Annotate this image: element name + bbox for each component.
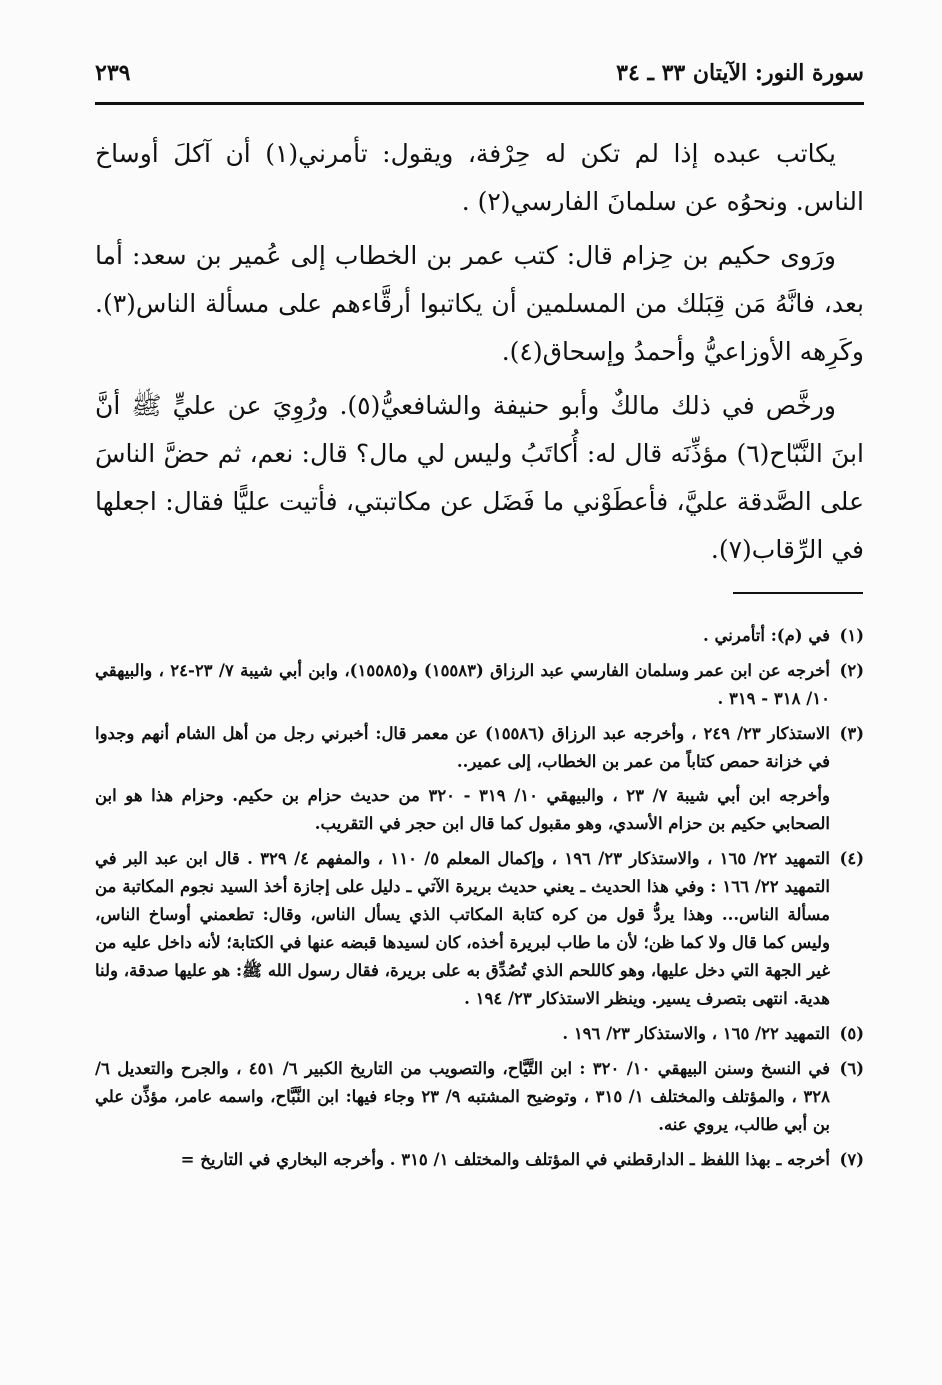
paragraph: ورخَّص في ذلك مالكٌ وأبو حنيفة والشافعيُّ(٥). ورُوِيَ عن عليٍّ ﷺ أنَّ ابنَ النَّبّاح(٦) مؤذِّنَه قال له: أُكاتَبُ وليس لي مال؟ قال: نعم، ثم حضَّ الناسَ على الصَّدقة عليَّ، فأعطَوْني ما فَضَل عن مكاتبتي، فأتيت عليًّا فقال: اجعلها في الرِّقاب(٧). [95, 391, 864, 564]
main-text [95, 130, 864, 580]
page-number: ٢٣٩ [95, 60, 131, 86]
footnote-text: في (م): أتأمرني . [702, 626, 830, 645]
paragraph: يكاتب عبده إذا لم تكن له حِرْفة، ويقول: تأمرني(١) أن آكلَ أوساخ الناس. ونحوُه عن سلمانَ الفارسي(٢) . [95, 139, 864, 216]
footnote-number: (٢) [839, 661, 864, 680]
footnote-4 [95, 845, 864, 1013]
footnote-text: التمهيد ٢٢/ ١٦٥ ، والاستذكار ٢٣/ ١٩٦ ، وإكمال المعلم ٥/ ١١٠ ، والمفهم ٤/ ٣٢٩ . قال ابن عبد البر في التمهيد ٢٢/ ١٦٦ : وفي هذا الحديث ـ يعني حديث بريرة الآتي ـ دليل على إجازة أخذ السيد نجوم المكاتبة من مسألة الناس... وهذا يردُّ قول من كره كتابة المكاتب الذي يسأل الناس، وقال: تطعمني أوساخ الناس، وليس كما قال ولا كما ظن؛ لأن ما طاب لبريرة أخذه، كان لسيدها قبضه عنها في الكتابة؛ لأنه داخل عليه من غير الجهة التي دخل عليها، وهو كاللحم الذي تُصُدِّق به على بريرة، فقال رسول الله ﷺ: هو عليها صدقة، ولنا هدية. انتهى بتصرف يسير. وينظر الاستذكار ٢٣/ ١٩٤ . [95, 849, 830, 1008]
footnote-separator [733, 592, 863, 594]
footnote-7 [95, 1146, 864, 1174]
footnote-number: (٧) [839, 1150, 864, 1169]
footnote-number: (٣) [839, 724, 864, 743]
page-header [95, 56, 864, 105]
footnote-text: وأخرجه ابن أبي شيبة ٧/ ٢٣ ، والبيهقي ١٠/ ٣١٩ - ٣٢٠ من حديث حزام بن حكيم. وحزام هذا هو ابن الصحابي حكيم بن حزام الأسدي، وهو مقبول كما قال ابن حجر في التقريب. [95, 786, 830, 833]
footnote-number: (٤) [839, 849, 864, 868]
footnote-number: (٥) [839, 1024, 864, 1043]
footnote-text: الاستذكار ٢٣/ ٢٤٩ ، وأخرجه عبد الرزاق (١٥٥٨٦) عن معمر قال: أخبرني رجل من أهل الشام أنهم وجدوا في خزانة حمص كتاباً من عمر بن الخطاب، إلى عمير.. [95, 724, 830, 771]
footnote-3 [95, 720, 864, 838]
footnote-5 [95, 1020, 864, 1048]
footnotes [95, 622, 864, 1181]
footnote-1 [95, 622, 864, 650]
footnote-2 [95, 657, 864, 713]
paragraph: ورَوى حكيم بن حِزام قال: كتب عمر بن الخطاب إلى عُمير بن سعد: أما بعد، فانَّهُ مَن قِبَلك من المسلمين أن يكاتبوا أرقَّاءهم على مسألة الناس(٣). وكَرِهه الأوزاعيُّ وأحمدُ وإسحاق(٤). [95, 241, 864, 366]
footnote-text: في النسخ وسنن البيهقي ١٠/ ٣٢٠ : ابن التَّيَّاح، والتصويب من التاريخ الكبير ٦/ ٤٥١ ، والجرح والتعديل ٦/ ٣٢٨ ، والمؤتلف والمختلف ١/ ٣١٥ ، وتوضيح المشتبه ٩/ ٢٣ وجاء فيها: ابن النَّبَّاح، واسمه عامر، مؤذِّن علي بن أبي طالب، يروي عنه. [95, 1059, 830, 1134]
footnote-number: (٦) [839, 1059, 864, 1078]
footnote-text: أخرجه عن ابن عمر وسلمان الفارسي عبد الرزاق (١٥٥٨٣) و(١٥٥٨٥)، وابن أبي شيبة ٧/ ٢٣-٢٤ ، والبيهقي ١٠/ ٣١٨ - ٣١٩ . [95, 661, 831, 708]
footnote-number: (١) [839, 626, 864, 645]
running-title: سورة النور: الآيتان ٣٣ ـ ٣٤ [616, 60, 864, 86]
footnote-text: التمهيد ٢٢/ ١٦٥ ، والاستذكار ٢٣/ ١٩٦ . [562, 1024, 830, 1043]
footnote-6 [95, 1055, 864, 1139]
footnote-text: أخرجه ـ بهذا اللفظ ـ الدارقطني في المؤتلف والمختلف ١/ ٣١٥ . وأخرجه البخاري في التاريخ = [180, 1150, 830, 1169]
